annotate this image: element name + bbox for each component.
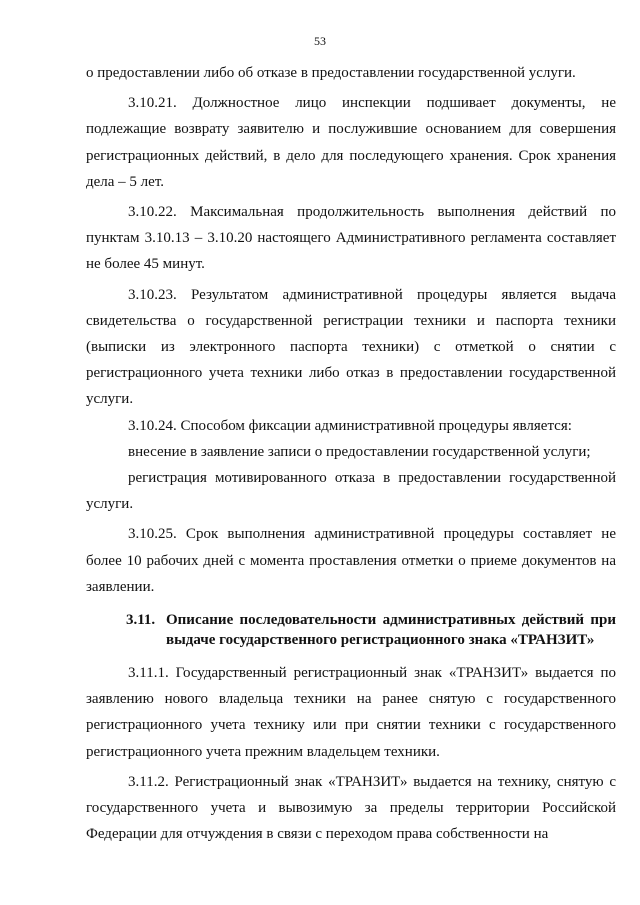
page-body [86, 60, 616, 847]
paragraph-fixation-item-1: внесение в заявление записи о предоставлении государственной услуги; [128, 443, 591, 460]
section-number: 3.11. [126, 612, 156, 629]
paragraph-3-10-22: 3.10.22. Максимальная продолжительность выполнения действий по пунктам 3.10.13 – 3.10.20 настоящего Административного регламента составляет не более 45 минут. [86, 204, 616, 273]
paragraph-3-10-24: 3.10.24. Способом фиксации административной процедуры является: [128, 417, 572, 434]
paragraph-3-10-21: 3.10.21. Должностное лицо инспекции подшивает документы, не подлежащие возврату заявителю и послужившие основанием для совершения регистрационных действий, в дело для последующего хранения. Срок хранения дела – 5 лет. [86, 95, 616, 190]
section-title: Описание последовательности административных действий при выдаче государственного регистрационного знака «ТРАНЗИТ» [166, 612, 616, 649]
section-heading-3-11 [86, 610, 616, 650]
paragraph-3-11-1: 3.11.1. Государственный регистрационный знак «ТРАНЗИТ» выдается по заявлению нового владельца техники на ранее снятую с государственного регистрационного учета технику или при снятии техники с государственного регистрационного учета прежним владельцем техники. [86, 665, 616, 760]
paragraph-3-10-25: 3.10.25. Срок выполнения административной процедуры составляет не более 10 рабочих дней с момента проставления отметки о приеме документов на заявлении. [86, 526, 616, 595]
paragraph-3-11-2: 3.11.2. Регистрационный знак «ТРАНЗИТ» выдается на технику, снятую с государственного учета и вывозимую за пределы территории Российской Федерации для отчуждения в связи с переходом права собственности на [86, 773, 616, 843]
page-number: 53 [314, 34, 326, 48]
paragraph-continuation: о предоставлении либо об отказе в предоставлении государственной услуги. [86, 65, 576, 81]
paragraph-3-10-23: 3.10.23. Результатом административной процедуры является выдача свидетельства о государственной регистрации техники и паспорта техники (выписки из электронного паспорта техники) с отметкой о снятии с регистрационного учета техники либо отказ в предоставлении государственной услуги. [86, 286, 616, 408]
paragraph-fixation-item-2: регистрация мотивированного отказа в предоставлении государственной услуги. [86, 470, 616, 513]
